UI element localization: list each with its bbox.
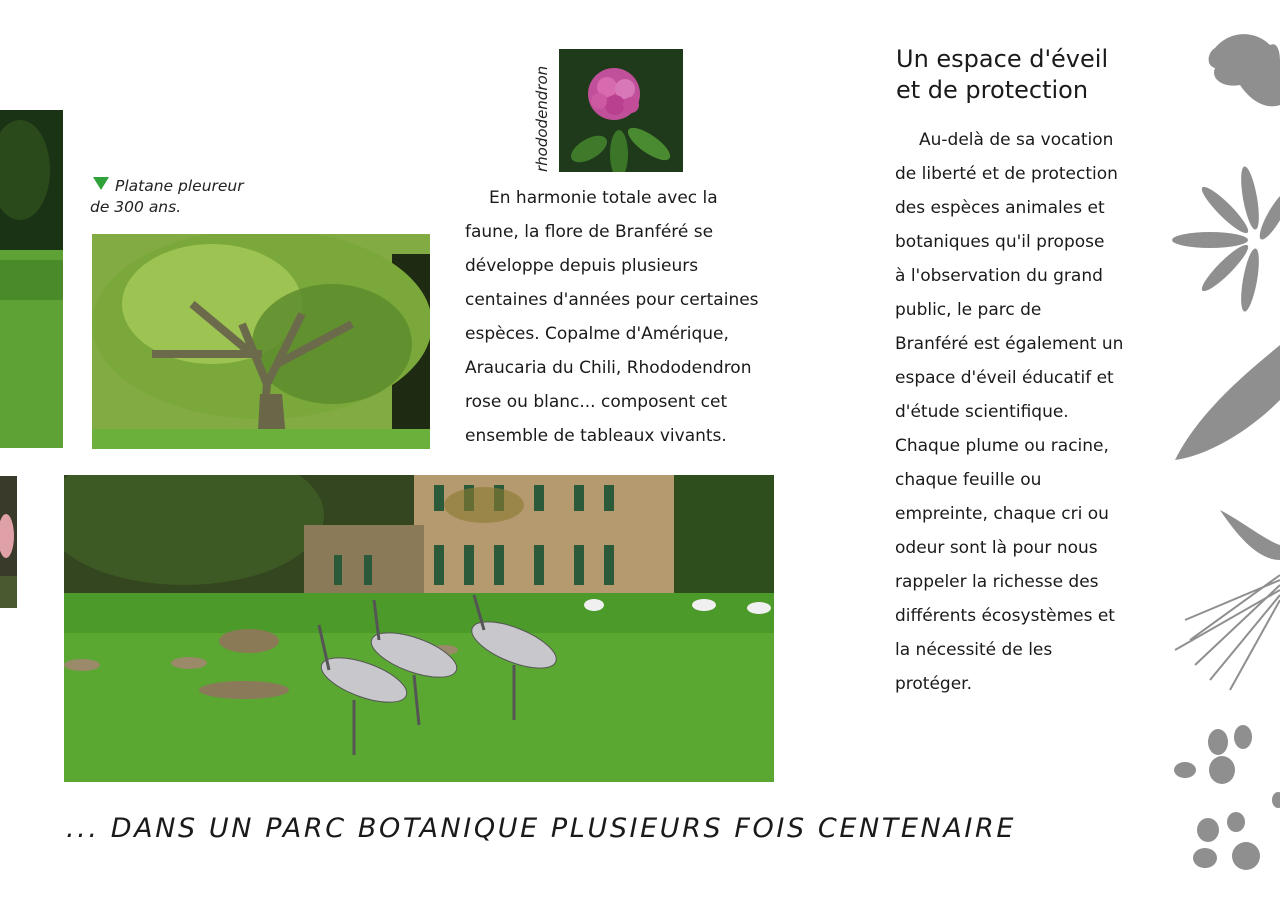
section-heading	[896, 44, 1156, 106]
paw-print-icon	[1193, 792, 1280, 870]
paw-print-icon	[1174, 725, 1252, 784]
flora-line: Araucaria du Chili, Rhododendron	[465, 358, 752, 378]
flora-paragraph	[465, 181, 785, 453]
education-line: Branféré est également un	[895, 334, 1124, 354]
education-line: la nécessité de les	[895, 640, 1053, 660]
education-line: à l'observation du grand	[895, 266, 1103, 286]
flora-line: faune, la flore de Branféré se	[465, 222, 714, 242]
education-paragraph	[895, 123, 1135, 701]
plane-tree-photo	[92, 234, 430, 449]
rhododendron-label: rhododendron	[533, 65, 551, 172]
pine-branch-icon	[1220, 510, 1280, 560]
flora-line: espèces. Copalme d'Amérique,	[465, 324, 729, 344]
education-line: Au-delà de sa vocation	[919, 130, 1114, 150]
education-line: odeur sont là pour nous	[895, 538, 1098, 558]
nature-silhouettes-decoration	[1170, 0, 1280, 900]
flora-line: rose ou blanc... composent cet	[465, 392, 728, 412]
education-line: différents écosystèmes et	[895, 606, 1115, 626]
heading-line-2: et de protection	[896, 76, 1089, 104]
feather-icon	[1175, 345, 1280, 460]
oak-leaf-icon	[1209, 34, 1280, 106]
caption-line-2: de 300 ans.	[90, 198, 182, 216]
tree-caption	[90, 176, 290, 218]
flora-line: centaines d'années pour certaines	[465, 290, 759, 310]
education-line: botaniques qu'il propose	[895, 232, 1105, 252]
left-edge-photo-flamingo	[0, 476, 17, 608]
education-line: public, le parc de	[895, 300, 1042, 320]
education-line: chaque feuille ou	[895, 470, 1042, 490]
rhododendron-photo	[559, 49, 683, 172]
education-line: rappeler la richesse des	[895, 572, 1099, 592]
education-line: protéger.	[895, 674, 973, 694]
cranes-park-photo	[64, 475, 774, 782]
flora-line: ensemble de tableaux vivants.	[465, 426, 727, 446]
tagline: ... DANS UN PARC BOTANIQUE PLUSIEURS FOIS CENTENAIRE	[66, 813, 1016, 844]
left-edge-photo-lawn	[0, 110, 63, 448]
education-line: espace d'éveil éducatif et	[895, 368, 1114, 388]
palmate-leaf-icon	[1172, 165, 1280, 312]
flora-line: développe depuis plusieurs	[465, 256, 699, 276]
caption-line-1: Platane pleureur	[115, 177, 244, 195]
education-line: des espèces animales et	[895, 198, 1105, 218]
triangle-marker-icon	[93, 177, 109, 190]
education-line: d'étude scientifique.	[895, 402, 1069, 422]
education-line: de liberté et de protection	[895, 164, 1118, 184]
education-line: Chaque plume ou racine,	[895, 436, 1109, 456]
pine-needles-icon	[1175, 575, 1280, 690]
flora-line: En harmonie totale avec la	[489, 188, 718, 208]
education-line: empreinte, chaque cri ou	[895, 504, 1109, 524]
heading-line-1: Un espace d'éveil	[896, 45, 1109, 73]
